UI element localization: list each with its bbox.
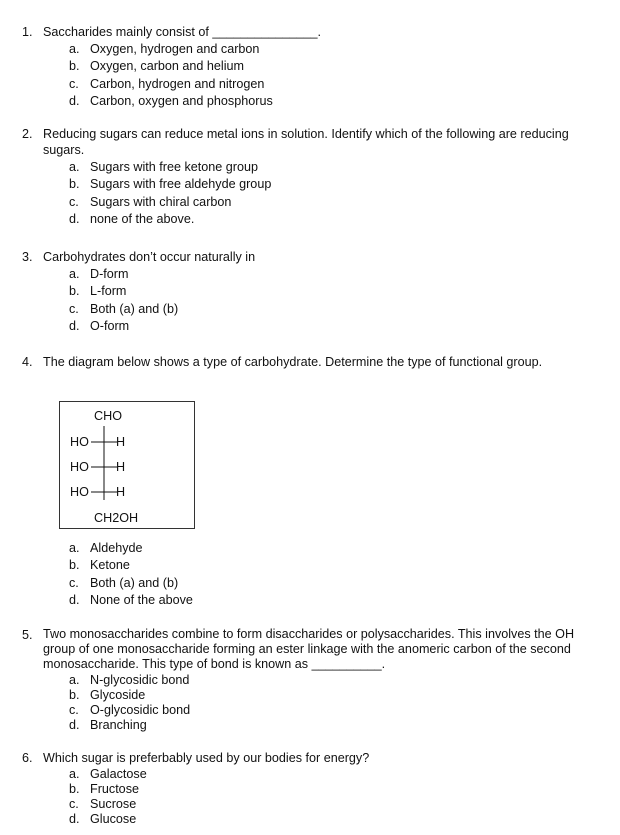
option <box>69 574 602 592</box>
option-text: Branching <box>90 718 147 733</box>
option-letter: c. <box>69 301 79 316</box>
fischer-projection-diagram <box>59 401 195 529</box>
option <box>69 539 602 557</box>
option-letter: b. <box>69 558 80 573</box>
option-text: Fructose <box>90 781 139 796</box>
option-text: O-form <box>90 319 130 334</box>
option-list <box>69 158 602 228</box>
option-letter: c. <box>69 194 79 209</box>
option <box>69 718 602 733</box>
diagram-row-left: HO <box>70 435 89 449</box>
diagram-row-left: HO <box>70 485 89 499</box>
option <box>69 193 602 211</box>
option-letter: d. <box>69 94 80 109</box>
option-text: Both (a) and (b) <box>90 575 179 590</box>
option-text: Galactose <box>90 766 147 781</box>
option-text: None of the above <box>90 593 193 608</box>
option-text: Carbon, oxygen and phosphorus <box>90 94 273 109</box>
question-1 <box>22 24 602 110</box>
option-text: N-glycosidic bond <box>90 672 190 687</box>
option <box>69 687 602 702</box>
option <box>69 318 602 336</box>
option-text: Sugars with chiral carbon <box>90 194 232 209</box>
option-list <box>69 539 602 609</box>
option-letter: d. <box>69 212 80 227</box>
question-text: Carbohydrates don’t occur naturally in <box>43 250 256 264</box>
option-text: Aldehyde <box>90 540 143 555</box>
option <box>69 265 602 283</box>
option-letter: b. <box>69 284 80 299</box>
option <box>69 93 602 111</box>
option-letter: d. <box>69 319 80 334</box>
option-text: Both (a) and (b) <box>90 301 179 316</box>
option-letter: b. <box>69 177 80 192</box>
option <box>69 557 602 575</box>
diagram-row-right: H <box>116 460 126 474</box>
option-letter: b. <box>69 687 80 702</box>
option-letter: d. <box>69 593 80 608</box>
option-list <box>69 265 602 335</box>
option-letter: d. <box>69 812 80 827</box>
option-text: Oxygen, carbon and helium <box>90 59 245 74</box>
option-letter: a. <box>69 159 80 174</box>
question-number: 6. <box>22 751 33 765</box>
option-letter: a. <box>69 41 80 56</box>
option <box>69 58 602 76</box>
question-number: 2. <box>22 127 33 141</box>
diagram-bottom-group: CH2OH <box>94 511 139 525</box>
option-text: L-form <box>90 284 127 299</box>
option <box>69 283 602 301</box>
option-letter: a. <box>69 766 80 781</box>
option-list <box>69 40 602 110</box>
option-text: O-glycosidic bond <box>90 702 191 717</box>
option <box>69 75 602 93</box>
question-number: 4. <box>22 355 33 369</box>
question-5 <box>22 627 602 733</box>
option <box>69 672 602 687</box>
diagram-row-right: H <box>116 485 126 499</box>
question-text: Which sugar is preferbably used by our bodies for energy? <box>43 751 370 765</box>
question-text: Reducing sugars can reduce metal ions in solution. Identify which of the following are reducing sugars. <box>43 127 569 157</box>
option-letter: b. <box>69 781 80 796</box>
question-text: Two monosaccharides combine to form disaccharides or polysaccharides. This involves the OH group of one monosaccharide forming an ester linkage with the anomeric carbon of the second monosaccharide. This type of bond is known as __________. <box>43 627 575 671</box>
option-text: Glycoside <box>90 687 146 702</box>
option-text: Glucose <box>90 812 137 827</box>
option <box>69 176 602 194</box>
question-text: Saccharides mainly consist of _______________. <box>43 25 321 39</box>
diagram-top-group: CHO <box>94 409 122 423</box>
option-text: Carbon, hydrogen and nitrogen <box>90 76 265 91</box>
option-list <box>69 672 602 733</box>
option-letter: c. <box>69 76 79 91</box>
option-letter: a. <box>69 266 80 281</box>
question-4-options <box>22 539 602 609</box>
option <box>69 796 602 811</box>
option-text: Sugars with free ketone group <box>90 159 259 174</box>
question-6 <box>22 750 602 827</box>
option-letter: c. <box>69 702 79 717</box>
question-2 <box>22 126 602 228</box>
option <box>69 812 602 827</box>
option-text: none of the above. <box>90 212 195 227</box>
question-number: 5. <box>22 628 33 642</box>
question-number: 1. <box>22 25 33 39</box>
option-text: Sugars with free aldehyde group <box>90 177 272 192</box>
diagram-row-right: H <box>116 435 126 449</box>
option-letter: a. <box>69 672 80 687</box>
option-text: Sucrose <box>90 796 137 811</box>
option <box>69 592 602 610</box>
option-letter: c. <box>69 796 79 811</box>
question-text: The diagram below shows a type of carbohydrate. Determine the type of functional group. <box>43 355 543 369</box>
option-text: Ketone <box>90 558 130 573</box>
option-text: Oxygen, hydrogen and carbon <box>90 41 260 56</box>
option <box>69 766 602 781</box>
option-letter: b. <box>69 59 80 74</box>
option <box>69 158 602 176</box>
option-letter: c. <box>69 575 79 590</box>
question-4 <box>22 354 602 370</box>
option <box>69 211 602 229</box>
option <box>69 300 602 318</box>
option-letter: a. <box>69 540 80 555</box>
option <box>69 781 602 796</box>
option <box>69 40 602 58</box>
diagram-row-left: HO <box>70 460 89 474</box>
option-letter: d. <box>69 718 80 733</box>
question-3 <box>22 249 602 335</box>
option <box>69 702 602 717</box>
question-number: 3. <box>22 250 33 264</box>
option-text: D-form <box>90 266 129 281</box>
option-list <box>69 766 602 827</box>
